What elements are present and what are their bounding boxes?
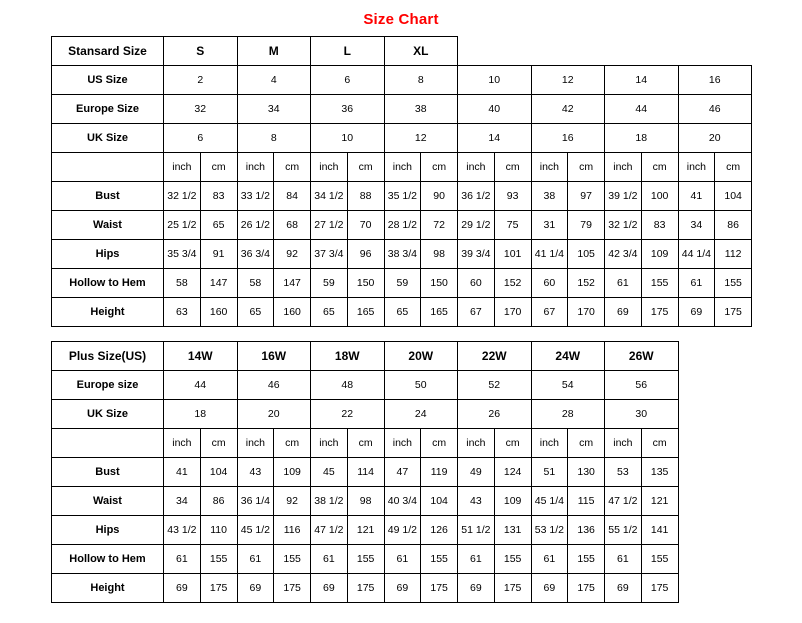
- measurement-label: Waist: [52, 487, 164, 516]
- size-value: 30: [605, 400, 679, 429]
- unit-label: inch: [311, 429, 348, 458]
- measurement-row: [52, 516, 752, 545]
- size-value: 18: [605, 124, 679, 153]
- size-group-header: L: [311, 37, 385, 66]
- unit-label: inch: [237, 153, 274, 182]
- measurement-value: 155: [568, 545, 605, 574]
- table-row: [52, 124, 752, 153]
- measurement-value: 61: [384, 545, 421, 574]
- measurement-value: 31: [531, 211, 568, 240]
- measurement-value: 72: [421, 211, 458, 240]
- measurement-row: [52, 487, 752, 516]
- measurement-value: 42 3/4: [605, 240, 642, 269]
- measurement-value: 175: [274, 574, 311, 603]
- measurement-value: 175: [347, 574, 384, 603]
- table-header-row: [52, 342, 752, 371]
- unit-label: cm: [641, 153, 678, 182]
- measurement-value: 43: [237, 458, 274, 487]
- unit-label: cm: [494, 153, 531, 182]
- blank-cell: [678, 400, 752, 429]
- size-value: 26: [458, 400, 532, 429]
- measurement-value: 69: [605, 574, 642, 603]
- measurement-value: 69: [678, 298, 715, 327]
- measurement-value: 152: [568, 269, 605, 298]
- measurement-value: 58: [237, 269, 274, 298]
- table-row: [52, 95, 752, 124]
- measurement-value: 147: [200, 269, 237, 298]
- size-value: 40: [458, 95, 532, 124]
- unit-label: inch: [605, 429, 642, 458]
- size-group-header: 14W: [164, 342, 238, 371]
- measurement-label: Hollow to Hem: [52, 269, 164, 298]
- measurement-value: 155: [494, 545, 531, 574]
- measurement-label: Height: [52, 298, 164, 327]
- measurement-value: 37 3/4: [311, 240, 348, 269]
- measurement-value: 83: [200, 182, 237, 211]
- measurement-value: 150: [421, 269, 458, 298]
- measurement-row: [52, 574, 752, 603]
- size-value: 54: [531, 371, 605, 400]
- measurement-value: 34: [164, 487, 201, 516]
- measurement-value: 79: [568, 211, 605, 240]
- measurement-value: 36 1/2: [458, 182, 495, 211]
- size-value: 4: [237, 66, 311, 95]
- measurement-value: 175: [641, 298, 678, 327]
- measurement-value: 65: [384, 298, 421, 327]
- unit-label: cm: [274, 429, 311, 458]
- measurement-value: 60: [458, 269, 495, 298]
- row-label: US Size: [52, 66, 164, 95]
- measurement-value: 45: [311, 458, 348, 487]
- unit-row: [52, 429, 752, 458]
- measurement-value: 115: [568, 487, 605, 516]
- measurement-value: 63: [164, 298, 201, 327]
- measurement-value: 69: [237, 574, 274, 603]
- measurement-value: 109: [494, 487, 531, 516]
- measurement-value: 61: [531, 545, 568, 574]
- measurement-value: 114: [347, 458, 384, 487]
- unit-label: inch: [311, 153, 348, 182]
- measurement-value: 83: [641, 211, 678, 240]
- measurement-value: 43: [458, 487, 495, 516]
- blank-cell: [678, 458, 752, 487]
- unit-label: cm: [568, 153, 605, 182]
- measurement-value: 34 1/2: [311, 182, 348, 211]
- measurement-value: 67: [458, 298, 495, 327]
- measurement-value: 47: [384, 458, 421, 487]
- unit-label: cm: [421, 153, 458, 182]
- measurement-value: 65: [311, 298, 348, 327]
- unit-label: inch: [164, 429, 201, 458]
- size-value: 10: [311, 124, 385, 153]
- measurement-value: 27 1/2: [311, 211, 348, 240]
- size-group-header: 22W: [458, 342, 532, 371]
- table-row: [52, 371, 752, 400]
- size-value: 46: [237, 371, 311, 400]
- size-chart-container: [51, 36, 751, 603]
- measurement-value: 47 1/2: [311, 516, 348, 545]
- size-group-header: XL: [384, 37, 458, 66]
- measurement-value: 105: [568, 240, 605, 269]
- measurement-value: 58: [164, 269, 201, 298]
- page-title: Size Chart: [363, 11, 439, 28]
- measurement-value: 155: [641, 545, 678, 574]
- measurement-value: 61: [605, 269, 642, 298]
- measurement-value: 121: [641, 487, 678, 516]
- measurement-value: 41: [678, 182, 715, 211]
- measurement-value: 59: [311, 269, 348, 298]
- measurement-value: 104: [421, 487, 458, 516]
- measurement-value: 45 1/4: [531, 487, 568, 516]
- size-value: 6: [311, 66, 385, 95]
- size-value: 22: [311, 400, 385, 429]
- row-label: UK Size: [52, 124, 164, 153]
- measurement-value: 175: [641, 574, 678, 603]
- measurement-value: 69: [531, 574, 568, 603]
- size-value: 20: [678, 124, 752, 153]
- unit-label: cm: [200, 429, 237, 458]
- size-value: 48: [311, 371, 385, 400]
- measurement-value: 116: [274, 516, 311, 545]
- measurement-value: 86: [200, 487, 237, 516]
- size-value: 8: [384, 66, 458, 95]
- measurement-label: Hips: [52, 516, 164, 545]
- measurement-value: 49 1/2: [384, 516, 421, 545]
- size-value: 10: [458, 66, 532, 95]
- measurement-value: 61: [605, 545, 642, 574]
- measurement-value: 61: [237, 545, 274, 574]
- unit-label: inch: [678, 153, 715, 182]
- measurement-value: 65: [200, 211, 237, 240]
- unit-label: cm: [421, 429, 458, 458]
- size-value: 28: [531, 400, 605, 429]
- unit-label: inch: [458, 153, 495, 182]
- measurement-value: 124: [494, 458, 531, 487]
- measurement-value: 60: [531, 269, 568, 298]
- size-group-header: 16W: [237, 342, 311, 371]
- measurement-value: 34: [678, 211, 715, 240]
- measurement-label: Hollow to Hem: [52, 545, 164, 574]
- measurement-value: 170: [494, 298, 531, 327]
- measurement-value: 49: [458, 458, 495, 487]
- measurement-value: 119: [421, 458, 458, 487]
- measurement-value: 175: [494, 574, 531, 603]
- measurement-value: 175: [421, 574, 458, 603]
- blank-cell: [678, 574, 752, 603]
- measurement-value: 32 1/2: [164, 182, 201, 211]
- size-value: 32: [164, 95, 238, 124]
- size-value: 12: [384, 124, 458, 153]
- blank-cell: [678, 545, 752, 574]
- size-value: 14: [458, 124, 532, 153]
- measurement-value: 70: [347, 211, 384, 240]
- size-value: 18: [164, 400, 238, 429]
- measurement-row: [52, 545, 752, 574]
- measurement-value: 61: [311, 545, 348, 574]
- measurement-value: 32 1/2: [605, 211, 642, 240]
- measurement-value: 141: [641, 516, 678, 545]
- measurement-value: 36 1/4: [237, 487, 274, 516]
- measurement-label: Height: [52, 574, 164, 603]
- unit-label: cm: [494, 429, 531, 458]
- size-value: 6: [164, 124, 238, 153]
- size-value: 36: [311, 95, 385, 124]
- measurement-value: 91: [200, 240, 237, 269]
- size-value: 56: [605, 371, 679, 400]
- measurement-value: 104: [715, 182, 752, 211]
- measurement-value: 155: [641, 269, 678, 298]
- size-group-header: 26W: [605, 342, 679, 371]
- measurement-row: [52, 182, 752, 211]
- measurement-row: [52, 211, 752, 240]
- measurement-value: 112: [715, 240, 752, 269]
- measurement-value: 101: [494, 240, 531, 269]
- measurement-value: 160: [200, 298, 237, 327]
- measurement-value: 38 3/4: [384, 240, 421, 269]
- size-type-label: Stansard Size: [52, 37, 164, 66]
- measurement-label: Hips: [52, 240, 164, 269]
- unit-label: inch: [164, 153, 201, 182]
- size-group-header: 20W: [384, 342, 458, 371]
- measurement-value: 98: [347, 487, 384, 516]
- unit-label: inch: [531, 429, 568, 458]
- unit-row: [52, 153, 752, 182]
- measurement-value: 51: [531, 458, 568, 487]
- size-type-label: Plus Size(US): [52, 342, 164, 371]
- measurement-value: 110: [200, 516, 237, 545]
- measurement-value: 104: [200, 458, 237, 487]
- measurement-value: 38 1/2: [311, 487, 348, 516]
- unit-label: cm: [347, 429, 384, 458]
- blank-cell: [678, 487, 752, 516]
- measurement-value: 109: [274, 458, 311, 487]
- size-value: 52: [458, 371, 532, 400]
- size-group-header: 18W: [311, 342, 385, 371]
- unit-label: inch: [384, 153, 421, 182]
- table-row: [52, 66, 752, 95]
- measurement-value: 165: [347, 298, 384, 327]
- measurement-value: 39 3/4: [458, 240, 495, 269]
- measurement-value: 152: [494, 269, 531, 298]
- measurement-value: 38: [531, 182, 568, 211]
- measurement-value: 109: [641, 240, 678, 269]
- measurement-value: 100: [641, 182, 678, 211]
- measurement-value: 147: [274, 269, 311, 298]
- measurement-value: 155: [347, 545, 384, 574]
- measurement-value: 51 1/2: [458, 516, 495, 545]
- unit-label: cm: [347, 153, 384, 182]
- measurement-value: 96: [347, 240, 384, 269]
- measurement-value: 69: [164, 574, 201, 603]
- measurement-value: 53: [605, 458, 642, 487]
- measurement-row: [52, 298, 752, 327]
- size-value: 44: [605, 95, 679, 124]
- row-label: UK Size: [52, 400, 164, 429]
- measurement-value: 84: [274, 182, 311, 211]
- measurement-value: 36 3/4: [237, 240, 274, 269]
- plus-size-table: [51, 341, 752, 603]
- measurement-value: 155: [421, 545, 458, 574]
- measurement-value: 131: [494, 516, 531, 545]
- blank-cell: [678, 371, 752, 400]
- measurement-value: 55 1/2: [605, 516, 642, 545]
- measurement-value: 41: [164, 458, 201, 487]
- measurement-value: 175: [200, 574, 237, 603]
- size-value: 24: [384, 400, 458, 429]
- unit-label: cm: [641, 429, 678, 458]
- measurement-value: 28 1/2: [384, 211, 421, 240]
- measurement-value: 92: [274, 487, 311, 516]
- measurement-value: 93: [494, 182, 531, 211]
- size-group-header: S: [164, 37, 238, 66]
- measurement-value: 26 1/2: [237, 211, 274, 240]
- measurement-value: 155: [274, 545, 311, 574]
- size-group-header: 24W: [531, 342, 605, 371]
- measurement-value: 67: [531, 298, 568, 327]
- blank-cell: [678, 516, 752, 545]
- size-value: 38: [384, 95, 458, 124]
- measurement-value: 61: [164, 545, 201, 574]
- measurement-value: 175: [715, 298, 752, 327]
- table-spacer: [51, 327, 751, 341]
- measurement-value: 98: [421, 240, 458, 269]
- size-value: 20: [237, 400, 311, 429]
- unit-label: inch: [384, 429, 421, 458]
- size-value: 46: [678, 95, 752, 124]
- size-value: 8: [237, 124, 311, 153]
- measurement-value: 92: [274, 240, 311, 269]
- measurement-value: 44 1/4: [678, 240, 715, 269]
- measurement-value: 175: [568, 574, 605, 603]
- measurement-value: 47 1/2: [605, 487, 642, 516]
- blank-cell: [678, 342, 752, 371]
- measurement-value: 41 1/4: [531, 240, 568, 269]
- measurement-value: 69: [605, 298, 642, 327]
- size-value: 12: [531, 66, 605, 95]
- measurement-value: 97: [568, 182, 605, 211]
- measurement-value: 59: [384, 269, 421, 298]
- size-value: 42: [531, 95, 605, 124]
- measurement-value: 165: [421, 298, 458, 327]
- measurement-value: 40 3/4: [384, 487, 421, 516]
- measurement-value: 90: [421, 182, 458, 211]
- measurement-value: 33 1/2: [237, 182, 274, 211]
- measurement-value: 136: [568, 516, 605, 545]
- unit-label: inch: [605, 153, 642, 182]
- measurement-value: 170: [568, 298, 605, 327]
- unit-label: inch: [237, 429, 274, 458]
- measurement-value: 69: [458, 574, 495, 603]
- table-row: [52, 400, 752, 429]
- table-header-row: [52, 37, 752, 66]
- row-label-empty: [52, 153, 164, 182]
- measurement-value: 45 1/2: [237, 516, 274, 545]
- row-label-empty: [52, 429, 164, 458]
- size-value: 50: [384, 371, 458, 400]
- measurement-value: 35 3/4: [164, 240, 201, 269]
- unit-label: inch: [458, 429, 495, 458]
- measurement-value: 121: [347, 516, 384, 545]
- measurement-value: 150: [347, 269, 384, 298]
- row-label: Europe Size: [52, 95, 164, 124]
- measurement-value: 160: [274, 298, 311, 327]
- blank-cell: [678, 429, 752, 458]
- measurement-value: 135: [641, 458, 678, 487]
- size-value: 44: [164, 371, 238, 400]
- unit-label: cm: [200, 153, 237, 182]
- size-value: 2: [164, 66, 238, 95]
- measurement-value: 130: [568, 458, 605, 487]
- measurement-value: 155: [715, 269, 752, 298]
- size-value: 14: [605, 66, 679, 95]
- measurement-value: 53 1/2: [531, 516, 568, 545]
- measurement-value: 126: [421, 516, 458, 545]
- measurement-label: Bust: [52, 182, 164, 211]
- size-group-header: M: [237, 37, 311, 66]
- measurement-row: [52, 240, 752, 269]
- measurement-value: 68: [274, 211, 311, 240]
- size-value: 34: [237, 95, 311, 124]
- row-label: Europe size: [52, 371, 164, 400]
- measurement-label: Bust: [52, 458, 164, 487]
- unit-label: cm: [568, 429, 605, 458]
- measurement-value: 39 1/2: [605, 182, 642, 211]
- measurement-value: 25 1/2: [164, 211, 201, 240]
- unit-label: cm: [274, 153, 311, 182]
- measurement-row: [52, 458, 752, 487]
- standard-size-table: [51, 36, 752, 327]
- unit-label: cm: [715, 153, 752, 182]
- measurement-label: Waist: [52, 211, 164, 240]
- measurement-value: 155: [200, 545, 237, 574]
- measurement-value: 35 1/2: [384, 182, 421, 211]
- measurement-row: [52, 269, 752, 298]
- measurement-value: 29 1/2: [458, 211, 495, 240]
- measurement-value: 86: [715, 211, 752, 240]
- measurement-value: 69: [311, 574, 348, 603]
- measurement-value: 65: [237, 298, 274, 327]
- measurement-value: 75: [494, 211, 531, 240]
- measurement-value: 88: [347, 182, 384, 211]
- measurement-value: 61: [678, 269, 715, 298]
- measurement-value: 61: [458, 545, 495, 574]
- size-value: 16: [531, 124, 605, 153]
- unit-label: inch: [531, 153, 568, 182]
- measurement-value: 43 1/2: [164, 516, 201, 545]
- size-value: 16: [678, 66, 752, 95]
- measurement-value: 69: [384, 574, 421, 603]
